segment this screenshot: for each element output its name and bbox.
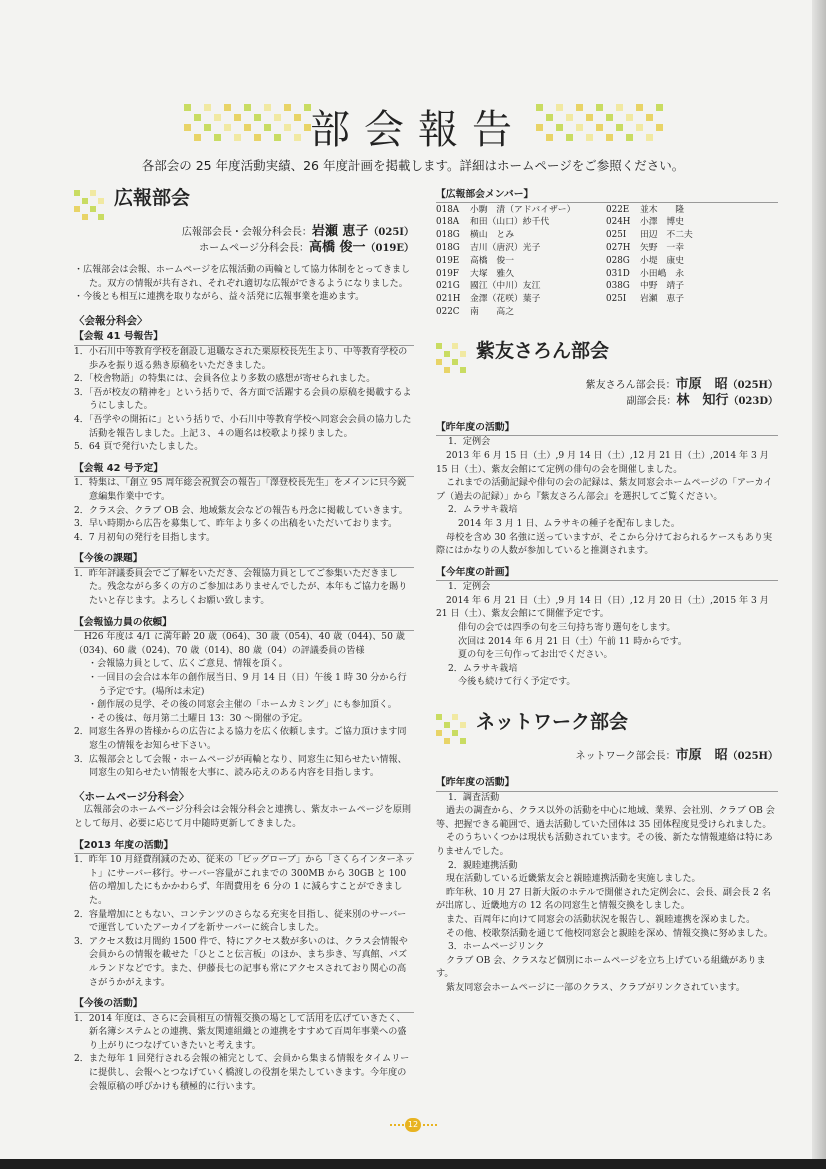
dot-icon (254, 134, 261, 141)
paragraph-line: 2014 年 3 月 1 日、ムラサキの種子を配布しました。 (458, 518, 680, 529)
dot-icon (452, 359, 458, 365)
paragraph-line: 2013 年 6 月 15 日（土）,9 月 14 日（土）,12 月 21 日（土）,2014 年 3 月 15 日（土）、紫友会館にて定例の俳句の会を開催しました。 (436, 450, 769, 475)
request-lead: H26 年度は 4/1 に満年齢 20 歳（064)、30 歳（054)、40 歳（044)、50 歳（034)、60 歳（024)、70 歳（014)、80 歳（04）の評議委員の皆様 (74, 632, 405, 656)
future-list: 1．2014 年度は、さらに会員相互の情報交換の場として活用を広げていきたく、新名簿システムとの連携、紫友関連組織との連携をすすめて百周年事業への盛り上がりにつなげていきたいと考えます。 2．また毎年 1 回発行される会報の補完として、会員から集まる情報をタイムリーに提供し、会報へとつなげていく橋渡しの役割を果たしていきます。今年度の会報原稿の呼びかけも積極的に行います。 (74, 1013, 410, 1092)
left-column (74, 186, 414, 1094)
member-name: 並木 隆 (640, 204, 684, 215)
dot-icon (98, 198, 104, 204)
paragraph-line: 次回は 2014 年 6 月 21 日（土）午前 11 時からです。 (458, 636, 687, 647)
dot-icon (646, 114, 653, 121)
shiyu-section-header (436, 339, 778, 377)
dot-icon (436, 359, 442, 365)
page-number (390, 1118, 436, 1132)
member-row (606, 268, 776, 281)
page-edge-shadow (812, 0, 826, 1169)
member-code: 018G (436, 230, 460, 241)
request-subs: ・会報協力員として、広くご意見、情報を頂く。 ・一回目の会合は本年の創作展当日、9 月 14 日（日）午後 1 時 30 分から行う予定です。(場所は未定) ・創作展の見学、その後の同窓会主催の「ホームカミング」にも参加頂く。 ・その後は、毎月第二土曜日 13：30 ～開催の予定。 (88, 659, 407, 724)
paragraph-line: 2．親睦連携活動 (448, 860, 518, 871)
member-code: 019F (436, 268, 459, 279)
dot-icon (460, 351, 466, 357)
dot-icon (82, 198, 88, 204)
paragraph-line: 1．定例会 (448, 582, 491, 593)
member-row (436, 229, 606, 242)
member-name: 岩瀬 恵子 (640, 294, 684, 305)
member-name: 横山 とみ (470, 230, 514, 241)
members-column-2 (606, 204, 776, 319)
plan42-heading: 【会報 42 号予定】 (74, 462, 414, 478)
issues-item: 1．昨年評議委員会でご了解をいただき、会報協力員としてご参集いただきました。残念ながら多くの方のご参加はありませんでしたが、本年もご協力を賜りたいと存じます。よろしくお願い致します。 (74, 568, 408, 607)
member-name: 國江（中川）友江 (470, 281, 541, 292)
dot-icon (536, 104, 543, 111)
kaiho-heading: 〈会報分科会〉 (74, 314, 148, 327)
member-name: 小田嶋 永 (640, 268, 684, 279)
member-name: 小堤 康史 (640, 255, 684, 266)
member-name: 金澤（花咲）葉子 (470, 294, 541, 305)
dot-icon (452, 730, 458, 736)
hp-intro: 広報部会のホームページ分科会は会報分科会と連携し、紫友ホームページを原則として毎月、必要に応じて月中随時更新してきました。 (74, 805, 412, 829)
dot-icon (460, 367, 466, 373)
member-row (606, 255, 776, 268)
dot-icon (576, 124, 583, 131)
dot-icon (74, 206, 80, 212)
dot-icon (264, 124, 271, 131)
dot-icon (460, 738, 466, 744)
hp-heading: 〈ホームページ分科会〉 (74, 790, 190, 803)
network-section-header (436, 710, 778, 748)
page-subtitle: 各部会の 25 年度活動実績、26 年度計画を掲載します。詳細はホームページをご参照ください。 (141, 158, 685, 173)
future-heading: 【今後の活動】 (74, 997, 414, 1013)
section-dot-icon (74, 190, 106, 220)
member-row (436, 242, 606, 255)
dot-icon (224, 124, 231, 131)
member-row (606, 204, 776, 217)
dot-icon (546, 114, 553, 121)
member-row (436, 216, 606, 229)
member-row (436, 306, 606, 319)
member-name: 中野 靖子 (640, 281, 684, 292)
paragraph-line: 昨年秋、10 月 27 日新大阪のホテルで開催された定例会に、会長、副会長 2 名が出席し、近畿地方の 12 名の同窓生と情報交換をしました。 (436, 887, 771, 912)
activity2013-heading: 【2013 年度の活動】 (74, 839, 414, 855)
issues-heading: 【今後の課題】 (74, 552, 414, 568)
dot-icon (184, 124, 191, 131)
paragraph-line: 夏の句を三句作ってお出でください。 (458, 650, 613, 661)
dot-icon (586, 134, 593, 141)
member-name: 南 高之 (470, 306, 514, 317)
dot-icon (274, 114, 281, 121)
member-name: 大塚 雅久 (470, 268, 514, 279)
member-code: 021H (436, 294, 461, 305)
member-code: 021G (436, 281, 460, 292)
paragraph-line: これまでの活動記録や俳句の会の記録は、紫友同窓会ホームページの「アーカイブ（過去の記録）」から『紫友さろん部会』を選択してご覧ください。 (436, 478, 773, 502)
member-code: 018A (436, 204, 460, 215)
shiyu-officer-2: 副部会長：林 知行（023D） (626, 392, 778, 408)
dot-icon (656, 124, 663, 131)
dot-icon (194, 114, 201, 121)
paragraph-line: 2．ムラサキ栽培 (448, 505, 518, 516)
member-row (606, 293, 776, 306)
dot-icon (444, 367, 450, 373)
shiyu-officer-1: 紫友さろん部会長：市原 昭（025H） (585, 376, 778, 392)
right-column (436, 188, 778, 996)
paragraph-line: 2．ムラサキ栽培 (448, 663, 518, 674)
dot-icon (284, 124, 291, 131)
network-last-heading: 【昨年度の活動】 (436, 776, 778, 792)
member-code: 031D (606, 268, 630, 279)
paragraph-line: 3．ホームページリンク (448, 942, 545, 953)
title-banner (0, 98, 826, 153)
member-name: 田辺 不二夫 (640, 230, 693, 241)
dot-icon (596, 124, 603, 131)
member-name: 和田（山口）紗千代 (470, 217, 550, 228)
dot-icon (90, 206, 96, 212)
member-code: 038G (606, 281, 630, 292)
member-code: 018G (436, 242, 460, 253)
dot-icon (224, 104, 231, 111)
dot-icon (556, 124, 563, 131)
page-number-dots-right (423, 1124, 437, 1126)
koho-section-title: 広報部会 (114, 187, 191, 209)
member-name: 小駒 清（アドバイザー） (470, 204, 576, 215)
dot-icon (194, 134, 201, 141)
shiyu-plan-heading: 【今年度の計画】 (436, 566, 778, 582)
dot-icon (244, 104, 251, 111)
dot-icon (204, 124, 211, 131)
members-heading: 【広報部会メンバー】 (436, 188, 778, 203)
dot-icon (74, 190, 80, 196)
paragraph-line: そのうちいくつかは現状も活動されています。その後、新たな情報連絡は特にありませんでした。 (436, 833, 773, 858)
koho-officer-2: ホームページ分科会長：高橋 俊一（019E） (199, 240, 414, 255)
dot-icon (536, 124, 543, 131)
dot-icon (636, 124, 643, 131)
dot-icon (576, 104, 583, 111)
paragraph-line: その他、校歌祭活動を通じて他校同窓会と親睦を深め、情報交換に努めました。 (446, 928, 774, 939)
dot-icon (444, 351, 450, 357)
dot-icon (254, 114, 261, 121)
dot-icon (452, 343, 458, 349)
dot-icon (274, 134, 281, 141)
dot-icon (606, 134, 613, 141)
dot-icon (436, 714, 442, 720)
activity2013-list: 1．昨年 10 月経費削減のため、従来の「ビッグローブ」から「さくらインターネット」にサーバー移行。サーバー容量がこれまでの 300MB から 30GB と 100 倍の増加したにもかかわらず、年間費用を 6 分の 1 に減らすことができました。 2．容量増加にともない、コンテンツのさらなる充実を目指し、従来別のサーバーで運営していたアーカイブを新サーバーに統合しました。 3．アクセス数は月間約 1500 件で、特にアクセス数が多いのは、クラス会情報や会員からの情報を載せた「ひとこと伝言板」のほか、まち歩き、写真館、パズルランドなどです。また、伊藤長七の記事も常にアクセスされており関心の高さがうかがえます。 (74, 855, 414, 988)
dot-icon (214, 134, 221, 141)
dot-icon (546, 134, 553, 141)
dot-icon (264, 104, 271, 111)
shiyu-section-title: 紫友さろん部会 (476, 339, 610, 362)
dot-icon (436, 730, 442, 736)
koho-officer-1: 広報部会長・会報分科会長：岩瀬 恵子（025I） (181, 224, 414, 239)
dot-pattern-right (536, 104, 666, 140)
scanner-edge (0, 1159, 826, 1169)
paragraph-line: 過去の調査から、クラス以外の活動を中心に地域、業界、会社別、クラブ OB 会等、把握できる範囲で、過去活動していた団体は 35 団体程度見受けられました。 (436, 806, 775, 830)
dot-icon (606, 114, 613, 121)
dot-icon (616, 124, 623, 131)
paragraph-line: 現在活動している近畿紫友会と親睦連携活動を実施しました。 (446, 874, 701, 885)
dot-icon (616, 104, 623, 111)
shiyu-last-heading: 【昨年度の活動】 (436, 421, 778, 437)
member-row (436, 268, 606, 281)
dot-icon (284, 104, 291, 111)
dot-icon (452, 714, 458, 720)
dot-icon (586, 114, 593, 121)
request-list: 2．同窓生各界の皆様からの広告による協力を広く依頼します。ご協力頂けます同窓生の情報をお知らせ下さい。 3．広報部会として会報・ホームページが両輪となり、同窓生に知らせたい情報、同窓生の知らせたい情報を大事に、読み応えのある内容を目指します。 (74, 727, 407, 779)
members-table (436, 204, 778, 319)
dot-icon (90, 190, 96, 196)
dot-icon (460, 722, 466, 728)
dot-icon (98, 214, 104, 220)
page-number-dots-left (390, 1124, 404, 1126)
paragraph-line: 今後も続けて行く予定です。 (458, 677, 576, 688)
member-row (606, 242, 776, 255)
dot-icon (626, 134, 633, 141)
member-row (606, 280, 776, 293)
dot-icon (234, 114, 241, 121)
report41-list: 1．小石川中等教育学校を創設し退職なされた栗原校長先生より、中等教育学校の歩みを振り返る熱き原稿をいただきました。 2．「校舎物語」の特集には、会員各位より多数の感想が寄せられました。 3．「吾が校友の精神を」という括りで、各方面で活躍する会員の原稿を掲載するようにしました。 4．「吾学やの開拓に」という括りで、小石川中等教育学校へ同窓会会員の協力した活動を報告しました。上記３、４の題名は校歌より採りました。 5．64 頁で発行いたしました。 (74, 346, 412, 453)
dot-icon (444, 722, 450, 728)
dot-icon (656, 104, 663, 111)
page-title: 部会報告 (310, 107, 526, 153)
dot-icon (566, 134, 573, 141)
dot-icon (626, 114, 633, 121)
dot-icon (82, 214, 88, 220)
member-row (606, 216, 776, 229)
shiyu-plan-body (436, 581, 778, 690)
page-number-badge: 12 (405, 1118, 421, 1132)
paragraph-line: 紫友同窓会ホームページに一部のクラス、クラブがリンクされています。 (446, 982, 746, 993)
member-code: 027H (606, 242, 631, 253)
member-row (436, 280, 606, 293)
plan42-list: 1．特集は、「創立 95 周年総会祝賀会の報告」「澤登校長先生」をメインに只今鋭意編集作業中です。 2．クラス会、クラブ OB 会、地域紫友会などの報告も丹念に掲載していきます。 3．早い時期から広告を募集して、昨年より多くの出稿をいただいております。 4．7 月初旬の発行を目指します。 (74, 478, 408, 543)
section-dot-icon (436, 714, 468, 744)
member-code: 028G (606, 255, 630, 266)
dot-icon (636, 104, 643, 111)
paragraph-line: また、百周年に向けて同窓会の活動状況を報告し、親睦連携を深めました。 (446, 914, 756, 925)
koho-section-header (74, 186, 414, 224)
member-name: 小澤 博史 (640, 217, 684, 228)
network-section-title: ネットワーク部会 (476, 711, 629, 734)
member-row (436, 293, 606, 306)
dot-icon (566, 114, 573, 121)
dot-icon (646, 134, 653, 141)
paragraph-line: 俳句の会では四季の句を三句持ち寄り選句をします。 (458, 623, 676, 634)
member-code: 022C (436, 306, 460, 317)
dot-icon (244, 124, 251, 131)
paragraph-line: クラブ OB 会、クラスなど個別にホームページを立ち上げている組織があります。 (436, 955, 766, 980)
dot-icon (596, 104, 603, 111)
dot-icon (214, 114, 221, 121)
member-code: 025I (606, 230, 627, 241)
dot-icon (556, 104, 563, 111)
shiyu-last-body (436, 436, 778, 558)
section-dot-icon (436, 343, 468, 373)
dot-icon (204, 104, 211, 111)
paragraph-line: 1．調査活動 (448, 792, 500, 803)
dot-pattern-left (184, 104, 314, 140)
network-last-body (436, 792, 778, 996)
paragraph-line: 母校を含め 30 名強に送っていますが、そこから分けておられるケースもあり実際にはかなりの人数が参加していると推測されます。 (436, 532, 773, 557)
request-heading: 【会報協力員の依頼】 (74, 616, 414, 632)
member-code: 019E (436, 255, 460, 266)
members-column-1 (436, 204, 606, 319)
dot-icon (444, 738, 450, 744)
member-row (436, 255, 606, 268)
member-code: 022E (606, 204, 630, 215)
paragraph-line: 2014 年 6 月 21 日（土）,9 月 14 日（日）,12 月 20 日（土）,2015 年 3 月 21 日（土）、紫友会館にて開催予定です。 (436, 595, 769, 620)
koho-intro: ・広報部会は会報、ホームページを広報活動の両輪として協力体制をとってきました。双方の情報が共有され、それぞれ適切な広報ができるようになりました。 ・今後とも相互に連携を取りながら、益々活発に広報事業を進めます。 (74, 265, 411, 303)
dot-icon (436, 343, 442, 349)
dot-icon (234, 134, 241, 141)
member-row (436, 204, 606, 217)
member-code: 024H (606, 217, 631, 228)
network-officer-1: ネットワーク部会長：市原 昭（025H） (575, 748, 778, 764)
member-name: 吉川（唐沢）光子 (470, 242, 541, 253)
paragraph-line: 1．定例会 (448, 437, 491, 448)
member-name: 高橋 俊一 (470, 255, 514, 266)
member-row (606, 229, 776, 242)
report41-heading: 【会報 41 号報告】 (74, 330, 414, 346)
member-name: 矢野 一幸 (640, 242, 684, 253)
member-code: 018A (436, 217, 460, 228)
member-code: 025I (606, 294, 627, 305)
dot-icon (184, 104, 191, 111)
